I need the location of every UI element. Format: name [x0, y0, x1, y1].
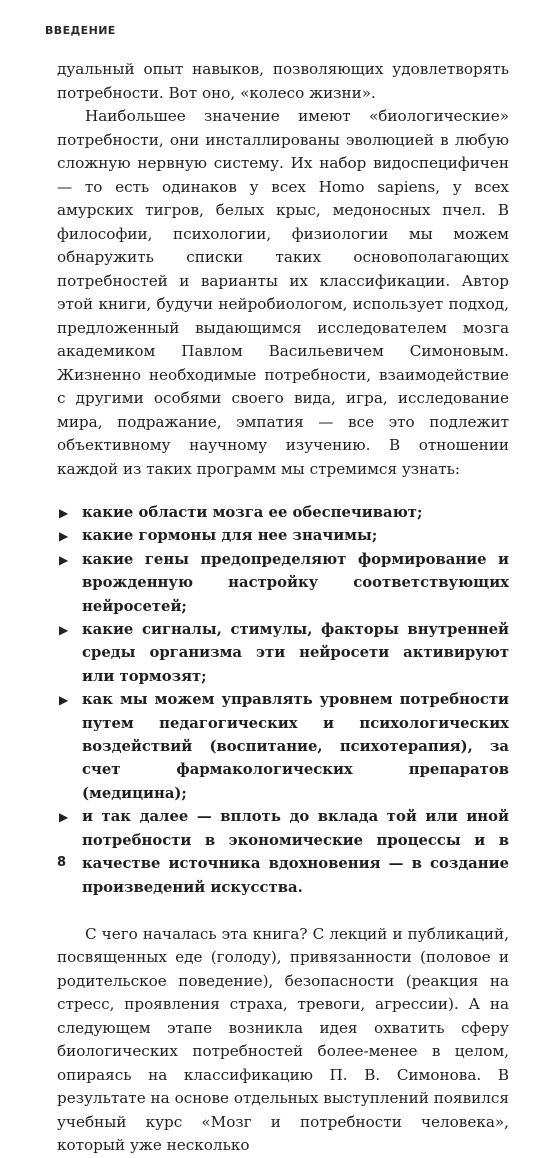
- triangle-bullet-icon: ▶: [59, 529, 69, 544]
- paragraph-continuation: дуальный опыт навыков, позволяющих удовлетворять потребности. Вот оно, «колесо жизни».: [57, 60, 509, 102]
- page-body: [57, 58, 509, 1158]
- list-item: [57, 548, 509, 618]
- list-item: [57, 688, 509, 805]
- running-header: ВВЕДЕНИЕ: [45, 24, 116, 37]
- list-item-text: и так далее — вплоть до вклада той или иной потребности в экономические процессы и в качестве источника вдохновения — в создание произведений искусства.: [82, 808, 509, 896]
- list-item-text: какие гены предопределяют формирование и врожденную настройку соответствующих нейросетей;: [82, 550, 509, 615]
- list-item: [57, 524, 509, 547]
- page-number: 8: [57, 855, 67, 870]
- triangle-bullet-icon: ▶: [59, 810, 69, 825]
- paragraph-book-origin: С чего началась эта книга? С лекций и публикаций, посвященных еде (голоду), привязанности (половое и родительское поведение), безопасности (реакция на стресс, проявления страха, тревоги, агрессии). А на следующем этапе возникла идея охватить сферу биологических потребностей более-менее в целом, опираясь на классификацию П. В. Симонова. В результате на основе отдельных выступлений появился учебный курс «Мозг и потребности человека», который уже несколько: [57, 924, 509, 1155]
- list-item-text: как мы можем управлять уровнем потребности путем педагогических и психологических воздействий (воспитание, психотерапия), за счет фармакологических препаратов (медицина);: [82, 691, 509, 802]
- triangle-bullet-icon: ▶: [59, 693, 69, 708]
- list-item-text: какие сигналы, стимулы, факторы внутренней среды организма эти нейросети активируют или тормозят;: [82, 621, 509, 685]
- paragraph-biological-needs: Наибольшее значение имеют «биологические» потребности, они инсталлированы эволюцией в любую сложную нервную систему. Их набор видоспецифичен — то есть одинаков у всех Homo sapiens, у всех амурских тигров, белых крыс, медоносных пчел. В философии, психологии, физиологии мы можем обнаружить списки таких основополагающих потребностей и варианты их классификации. Автор этой книги, будучи нейробиологом, использует подход, предложенный выдающимся исследователем мозга академиком Павлом Васильевичем Симоновым. Жизненно необходимые потребности, взаимодействие с другими особями своего вида, игра, исследование мира, подражание, эмпатия — все это подлежит объективному научному изучению. В отношении каждой из таких программ мы стремимся узнать:: [57, 107, 509, 478]
- list-item-text: какие гормоны для нее значимы;: [82, 527, 378, 545]
- list-item: [57, 501, 509, 524]
- list-item: [57, 805, 509, 899]
- triangle-bullet-icon: ▶: [59, 506, 69, 520]
- bullet-list: [57, 501, 509, 899]
- list-item: [57, 618, 509, 688]
- triangle-bullet-icon: ▶: [59, 623, 69, 638]
- list-item-text: какие области мозга ее обеспечивают;: [82, 504, 423, 521]
- triangle-bullet-icon: ▶: [59, 552, 69, 567]
